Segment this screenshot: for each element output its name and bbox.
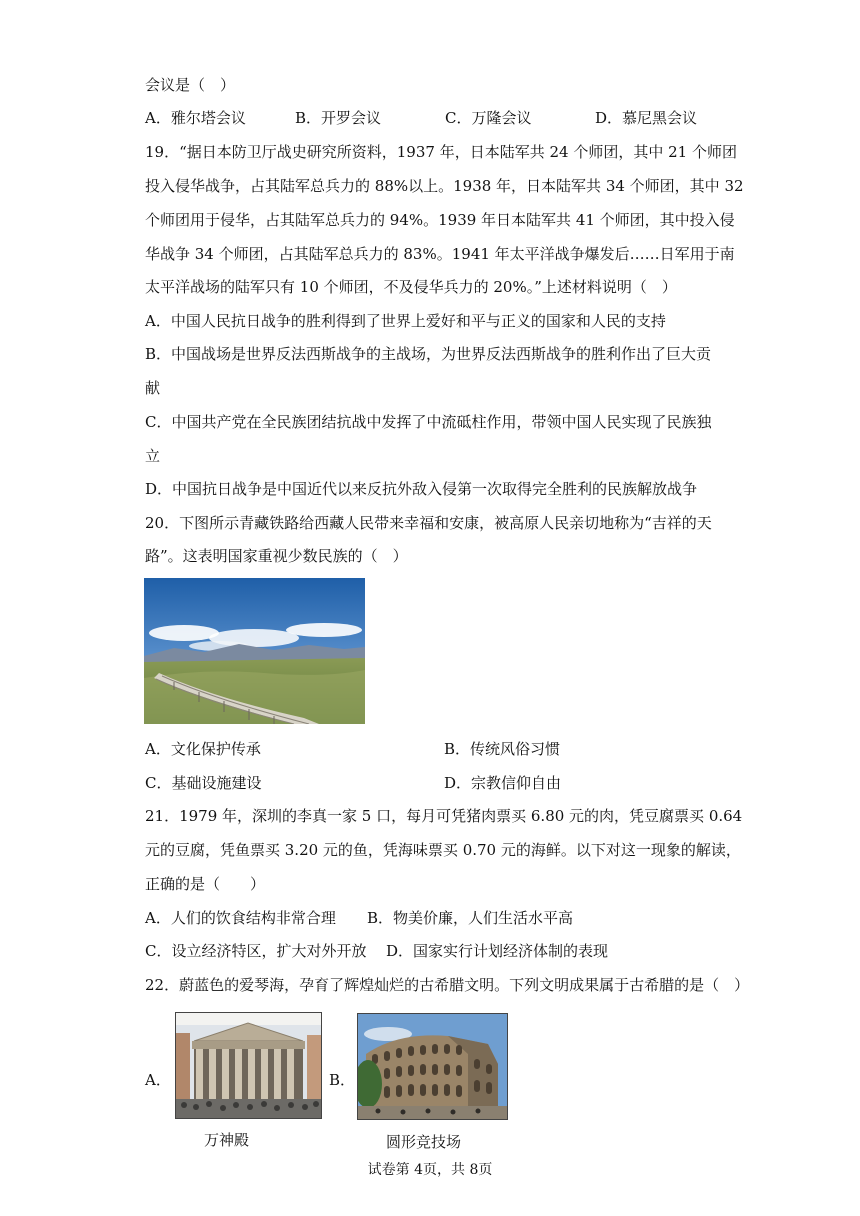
colosseum-image — [358, 1014, 507, 1119]
q22-option-b-letter: B． — [329, 1071, 356, 1089]
page-footer: 试卷第 4页，共 8页 — [367, 1162, 493, 1178]
q20-option-b: B．传统风俗习惯 — [444, 740, 561, 758]
q19-option-b-cont: 献 — [145, 379, 161, 397]
pantheon-caption: 万神殿 — [204, 1131, 250, 1149]
pantheon-photo — [175, 1012, 322, 1119]
q20-line-2: 路”。这表明国家重视少数民族的（ ） — [145, 547, 408, 565]
q21-line-1: 21．1979 年，深圳的李真一家 5 口，每月可凭猪肉票买 6.80 元的肉，凭豆腐票买 0.64 — [145, 807, 743, 825]
q19-option-d: D．中国抗日战争是中国近代以来反抗外敌入侵第一次取得完全胜利的民族解放战争 — [145, 480, 698, 498]
q22-line-1: 22．蔚蓝色的爱琴海，孕育了辉煌灿烂的古希腊文明。下列文明成果属于古希腊的是（ ） — [145, 976, 750, 994]
q21-line-2: 元的豆腐，凭鱼票买 3.20 元的鱼，凭海味票买 0.70 元的海鲜。以下对这一现象的解读， — [145, 841, 741, 859]
q21-option-a: A．人们的饮食结构非常合理 — [145, 909, 336, 927]
qinghai-tibet-railway-image — [144, 578, 365, 724]
colosseum-caption: 圆形竞技场 — [386, 1133, 462, 1151]
colosseum-photo — [357, 1013, 508, 1120]
q19-line-2: 投入侵华战争，占其陆军总兵力的 88%以上。1938 年，日本陆军共 34 个师团，其中 32 — [145, 177, 744, 195]
pantheon-image — [176, 1013, 321, 1118]
q20-option-a: A．文化保护传承 — [145, 740, 261, 758]
q18-option-c: C．万隆会议 — [445, 109, 532, 127]
q19-line-5: 太平洋战场的陆军只有 10 个师团，不及侵华兵力的 20%。”上述材料说明（ ） — [145, 278, 677, 296]
q22-option-a-letter: A． — [145, 1071, 171, 1089]
q20-line-1: 20．下图所示青藏铁路给西藏人民带来幸福和安康，被高原人民亲切地称为“吉祥的天 — [145, 514, 712, 532]
railway-photo — [144, 578, 365, 724]
q20-option-c: C．基础设施建设 — [145, 774, 262, 792]
q19-option-a: A．中国人民抗日战争的胜利得到了世界上爱好和平与正义的国家和人民的支持 — [145, 312, 666, 330]
q21-option-c: C．设立经济特区，扩大对外开放 — [145, 942, 367, 960]
q19-option-c-cont: 立 — [145, 447, 161, 465]
q21-option-b: B．物美价廉，人们生活水平高 — [367, 909, 574, 927]
q19-option-b: B．中国战场是世界反法西斯战争的主战场，为世界反法西斯战争的胜利作出了巨大贡 — [145, 345, 712, 363]
q18-option-d: D．慕尼黑会议 — [595, 109, 698, 127]
q21-line-3: 正确的是（ ） — [145, 875, 266, 893]
q19-option-c: C．中国共产党在全民族团结抗战中发挥了中流砥柱作用，带领中国人民实现了民族独 — [145, 413, 712, 431]
q19-line-1: 19．“据日本防卫厅战史研究所资料，1937 年，日本陆军共 24 个师团，其中 21 个师团 — [145, 143, 737, 161]
q19-line-4: 华战争 34 个师团，占其陆军总兵力的 83%。1941 年太平洋战争爆发后……日军用于南 — [145, 245, 735, 263]
q20-option-d: D．宗教信仰自由 — [444, 774, 562, 792]
q19-line-3: 个师团用于侵华，占其陆军总兵力的 94%。1939 年日本陆军共 41 个师团，其中投入侵 — [145, 211, 735, 229]
q21-option-d: D．国家实行计划经济体制的表现 — [386, 942, 609, 960]
q18-option-b: B．开罗会议 — [295, 109, 382, 127]
q18-tail: 会议是（ ） — [145, 76, 236, 94]
q18-option-a: A．雅尔塔会议 — [145, 109, 246, 127]
